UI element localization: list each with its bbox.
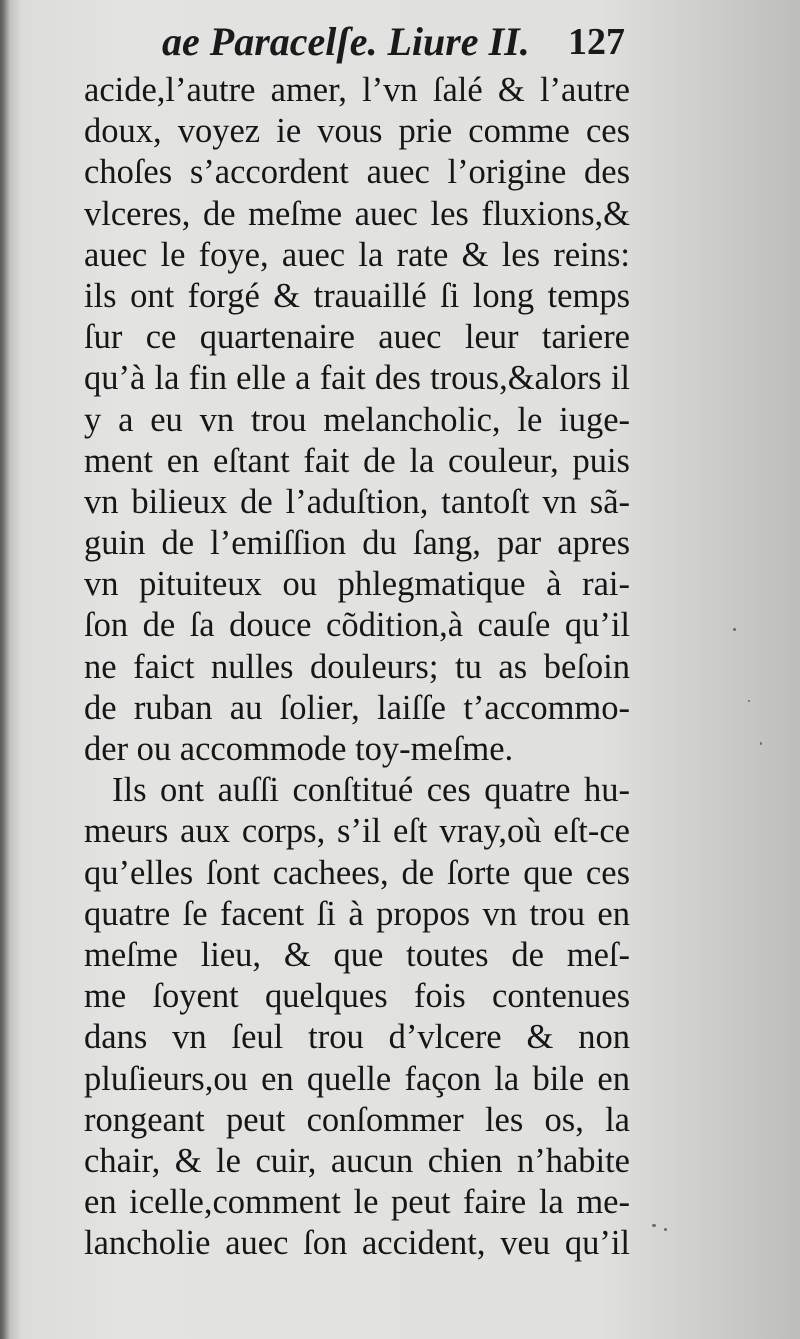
text-line: lancholie auec ſon accident, veu qu’il <box>84 1224 630 1263</box>
text-line: vlceres, de meſme auec les fluxions,& <box>84 194 630 233</box>
paper-speck <box>652 1224 656 1227</box>
text-line: vn pituiteux ou phlegmatique à rai- <box>84 565 630 604</box>
text-line: ne faict nulles douleurs; tu as beſoin <box>84 647 630 686</box>
text-line: ſon de ſa douce cõdition,à cauſe qu’il <box>84 606 630 645</box>
text-line: ment en eſtant fait de la couleur, puis <box>84 441 630 480</box>
running-title: ae Paracelſe. Liure II. <box>162 19 530 64</box>
text-line: dans vn ſeul trou d’vlcere & non <box>84 1018 630 1057</box>
body-text <box>84 70 630 1264</box>
text-line: rongeant peut conſommer les os, la <box>84 1100 630 1139</box>
text-line: me ſoyent quelques fois contenues <box>84 977 630 1016</box>
text-line: qu’elles ſont cachees, de ſorte que ces <box>84 853 630 892</box>
text-line: Ils ont auſſi conſtitué ces quatre hu- <box>112 771 630 810</box>
text-line: guin de l’emiſſion du ſang, par apres <box>84 524 630 563</box>
text-line: ſur ce quartenaire auec leur tariere <box>84 318 630 357</box>
text-line: quatre ſe facent ſi à propos vn trou en <box>84 894 630 933</box>
text-line: y a eu vn trou melancholic, le iuge- <box>84 400 630 439</box>
text-line: vn bilieux de l’aduſtion, tantoſt vn sã- <box>84 482 630 521</box>
text-line: der ou accommode toy-meſme. <box>84 730 514 768</box>
text-line: qu’à la fin elle a fait des trous,&alors il <box>84 359 630 398</box>
page-number: 127 <box>568 21 625 63</box>
paper-speck <box>760 742 762 745</box>
text-line: auec le foye, auec la rate & les reins: <box>84 235 630 274</box>
paper-speck <box>748 700 750 702</box>
page-edge-shadow <box>0 0 10 1339</box>
text-line: en icelle,comment le peut faire la me- <box>84 1183 630 1222</box>
text-line: meurs aux corps, s’il eſt vray,où eſt-ce <box>84 812 630 851</box>
text-line: pluſieurs,ou en quelle façon la bile en <box>84 1059 630 1098</box>
text-line: meſme lieu, & que toutes de meſ- <box>84 935 630 974</box>
text-line: ils ont forgé & trauaillé ſi long temps <box>84 276 630 315</box>
text-line: choſes s’accordent auec l’origine des <box>84 153 630 192</box>
running-head <box>0 18 800 66</box>
text-line: de ruban au ſolier, laiſſe t’accommo- <box>84 688 630 727</box>
paper-speck <box>664 1228 667 1231</box>
text-line: chair, & le cuir, aucun chien n’habite <box>84 1141 630 1180</box>
paper-speck <box>733 628 736 631</box>
text-line: doux, voyez ie vous prie comme ces <box>84 112 630 151</box>
text-line: acide,l’autre amer, l’vn ſalé & l’autre <box>84 71 630 109</box>
